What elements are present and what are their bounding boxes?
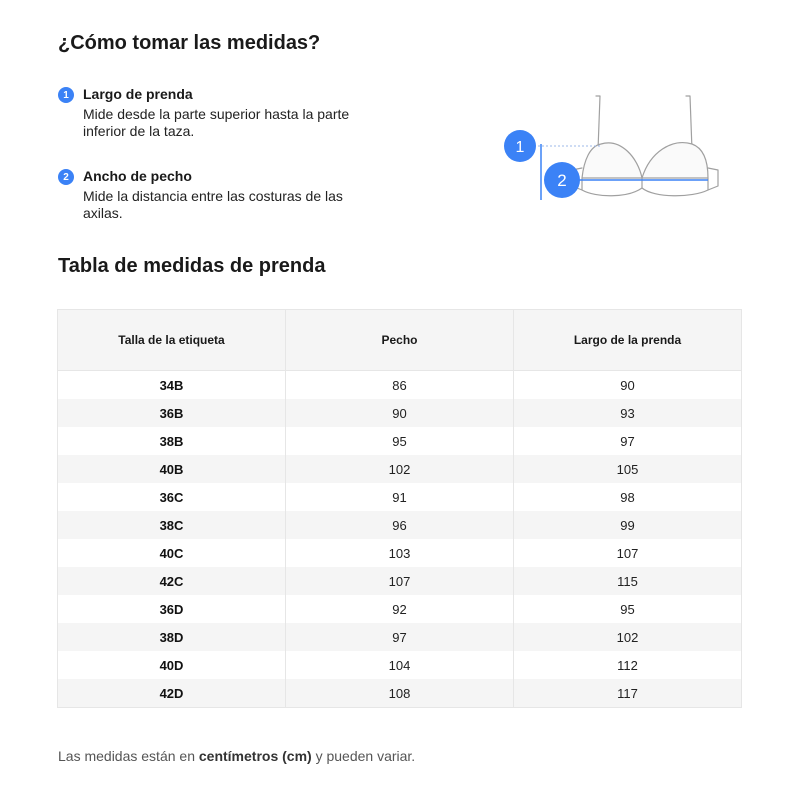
cell-length: 115 [514,567,742,595]
cell-length: 102 [514,623,742,651]
cell-chest: 97 [286,623,514,651]
step-number-badge: 2 [58,169,74,185]
table-row [58,427,742,455]
cell-size-label: 40D [58,651,286,679]
cell-size-label: 36C [58,483,286,511]
bra-measurement-diagram [496,90,736,210]
cell-size-label: 38D [58,623,286,651]
footnote-prefix: Las medidas están en [58,748,199,764]
cell-chest: 102 [286,455,514,483]
marker-1-label: 1 [515,139,525,156]
cell-length: 90 [514,371,742,400]
cell-size-label: 38C [58,511,286,539]
cell-length: 93 [514,399,742,427]
cell-chest: 95 [286,427,514,455]
cell-size-label: 42C [58,567,286,595]
table-row [58,511,742,539]
cell-length: 99 [514,511,742,539]
cell-chest: 90 [286,399,514,427]
cell-length: 107 [514,539,742,567]
cell-chest: 108 [286,679,514,708]
cell-length: 98 [514,483,742,511]
table-row [58,455,742,483]
cell-chest: 103 [286,539,514,567]
cell-length: 117 [514,679,742,708]
marker-2-label: 2 [557,171,567,190]
size-table-title: Tabla de medidas de prenda [58,255,326,277]
step-number-badge: 1 [58,87,74,103]
cell-size-label: 34B [58,371,286,400]
step-title: Largo de prenda [83,86,193,102]
size-table-body [58,371,742,708]
units-footnote [58,748,415,764]
cell-chest: 96 [286,511,514,539]
cell-size-label: 38B [58,427,286,455]
footnote-units: centímetros (cm) [198,748,312,764]
table-header-row [58,310,742,371]
column-header-length: Largo de la prenda [514,310,742,371]
cell-length: 97 [514,427,742,455]
cell-chest: 92 [286,595,514,623]
table-row [58,483,742,511]
table-row [58,679,742,708]
table-row [58,399,742,427]
step-title: Ancho de pecho [83,168,192,184]
step-description: Mide desde la parte superior hasta la parte inferior de la taza. [83,106,350,139]
cell-chest: 86 [286,371,514,400]
column-header-size-label: Talla de la etiqueta [58,310,286,371]
how-to-measure-title: ¿Cómo tomar las medidas? [58,32,321,54]
cell-length: 105 [514,455,742,483]
cell-size-label: 40B [58,455,286,483]
footnote-suffix: y pueden variar. [311,748,416,764]
cell-size-label: 36D [58,595,286,623]
bra-outline-icon [572,96,718,196]
step-description: Mide la distancia entre las costuras de las axilas. [83,188,343,221]
table-row [58,651,742,679]
cell-chest: 107 [286,567,514,595]
table-row [58,623,742,651]
column-header-chest: Pecho [286,310,514,371]
cell-size-label: 40C [58,539,286,567]
table-row [58,539,742,567]
size-chart-table [57,309,742,708]
cell-chest: 104 [286,651,514,679]
cell-size-label: 42D [58,679,286,708]
cell-length: 112 [514,651,742,679]
table-row [58,371,742,400]
table-row [58,595,742,623]
cell-chest: 91 [286,483,514,511]
cell-length: 95 [514,595,742,623]
table-row [58,567,742,595]
cell-size-label: 36B [58,399,286,427]
